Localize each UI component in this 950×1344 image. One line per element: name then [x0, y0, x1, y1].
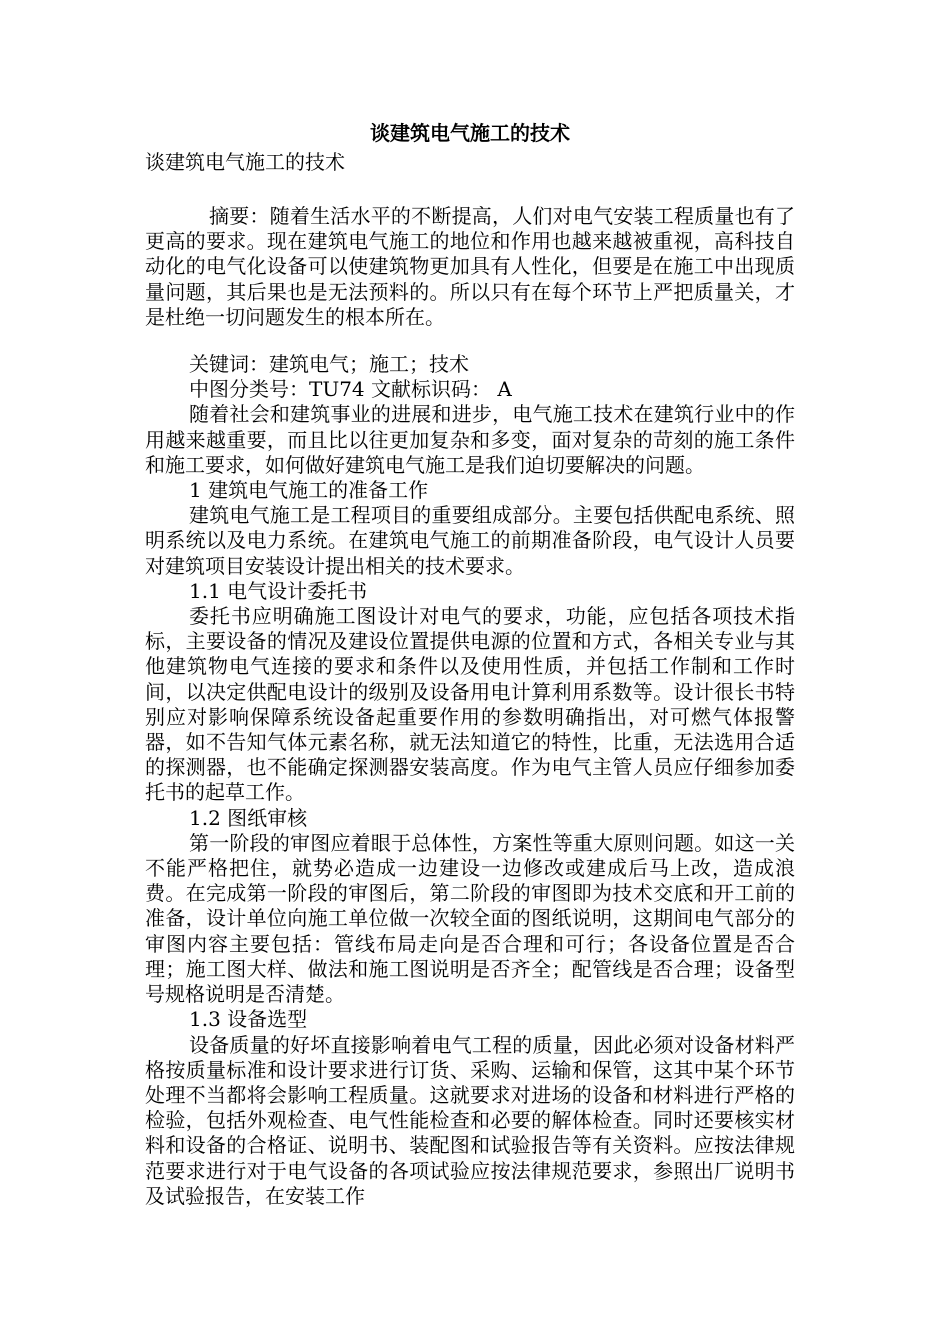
section-1-2-heading: 1.2 图纸审核 — [189, 805, 308, 830]
classification-line: 中图分类号：TU74 文献标识码： A — [189, 377, 512, 402]
section-1-paragraph: 建筑电气施工是工程项目的重要组成部分。主要包括供配电系统、照明系统以及电力系统。在建筑电气施工的前期准备阶段，电气设计人员要对建筑项目安装设计提出相关的技术要求。 — [145, 503, 795, 578]
document-title: 谈建筑电气施工的技术 — [370, 121, 570, 145]
spacer — [145, 176, 795, 204]
document-page — [145, 118, 795, 1209]
section-1-2-paragraph: 第一阶段的审图应着眼于总体性，方案性等重大原则问题。如这一关不能严格把住，就势必造成一边建设一边修改或建成后马上改，造成浪费。在完成第一阶段的审图后，第二阶段的审图即为技术交底和开工前的准备，设计单位向施工单位做一次较全面的图纸说明，这期间电气部分的审图内容主要包括：管线布局走向是否合理和可行；各设备位置是否合理；施工图大样、做法和施工图说明是否齐全；配管线是否合理；设备型号规格说明是否清楚。 — [145, 830, 795, 1007]
section-1-1-paragraph: 委托书应明确施工图设计对电气的要求，功能，应包括各项技术指标，主要设备的情况及建设位置提供电源的位置和方式，各相关专业与其他建筑物电气连接的要求和条件以及使用性质，并包括工作制和工作时间，以决定供配电设计的级别及设备用电计算利用系数等。设计很长书特别应对影响保障系统设备起重要作用的参数明确指出，对可燃气体报警器，如不告知气体元素名称，就无法知道它的特性，比重，无法选用合适的探测器，也不能确定探测器安装高度。作为电气主管人员应仔细参加委托书的起草工作。 — [145, 604, 795, 805]
intro-paragraph: 随着社会和建筑事业的进展和进步，电气施工技术在建筑行业中的作用越来越重要，而且比以往更加复杂和多变，面对复杂的苛刻的施工条件和施工要求，如何做好建筑电气施工是我们迫切要解决的问题。 — [145, 402, 795, 477]
section-1-3-heading: 1.3 设备选型 — [189, 1007, 308, 1032]
keywords-line: 关键词：建筑电气；施工；技术 — [189, 352, 469, 377]
section-1-1-heading: 1.1 电气设计委托书 — [189, 578, 368, 603]
section-1-3-paragraph: 设备质量的好坏直接影响着电气工程的质量，因此必须对设备材料严格按质量标准和设计要求进行订货、采购、运输和保管，这其中某个环节处理不当都将会影响工程质量。这就要求对进场的设备和材料进行严格的检验，包括外观检查、电气性能检查和必要的解体检查。同时还要核实材料和设备的合格证、说明书、装配图和试验报告等有关资料。应按法律规范要求进行对于电气设备的各项试验应按法律规范要求，参照出厂说明书及试验报告，在安装工作 — [145, 1032, 795, 1208]
document-subtitle: 谈建筑电气施工的技术 — [145, 150, 345, 174]
abstract-paragraph: 摘要：随着生活水平的不断提高，人们对电气安装工程质量也有了更高的要求。现在建筑电气施工的地位和作用也越来越被重视，高科技自动化的电气化设备可以使建筑物更加具有人性化，但要是在施工中出现质量问题，其后果也是无法预料的。所以只有在每个环节上严把质量关，才是杜绝一切问题发生的根本所在。 — [145, 204, 795, 329]
section-1-heading: 1 建筑电气施工的准备工作 — [189, 478, 429, 503]
spacer — [145, 330, 795, 352]
